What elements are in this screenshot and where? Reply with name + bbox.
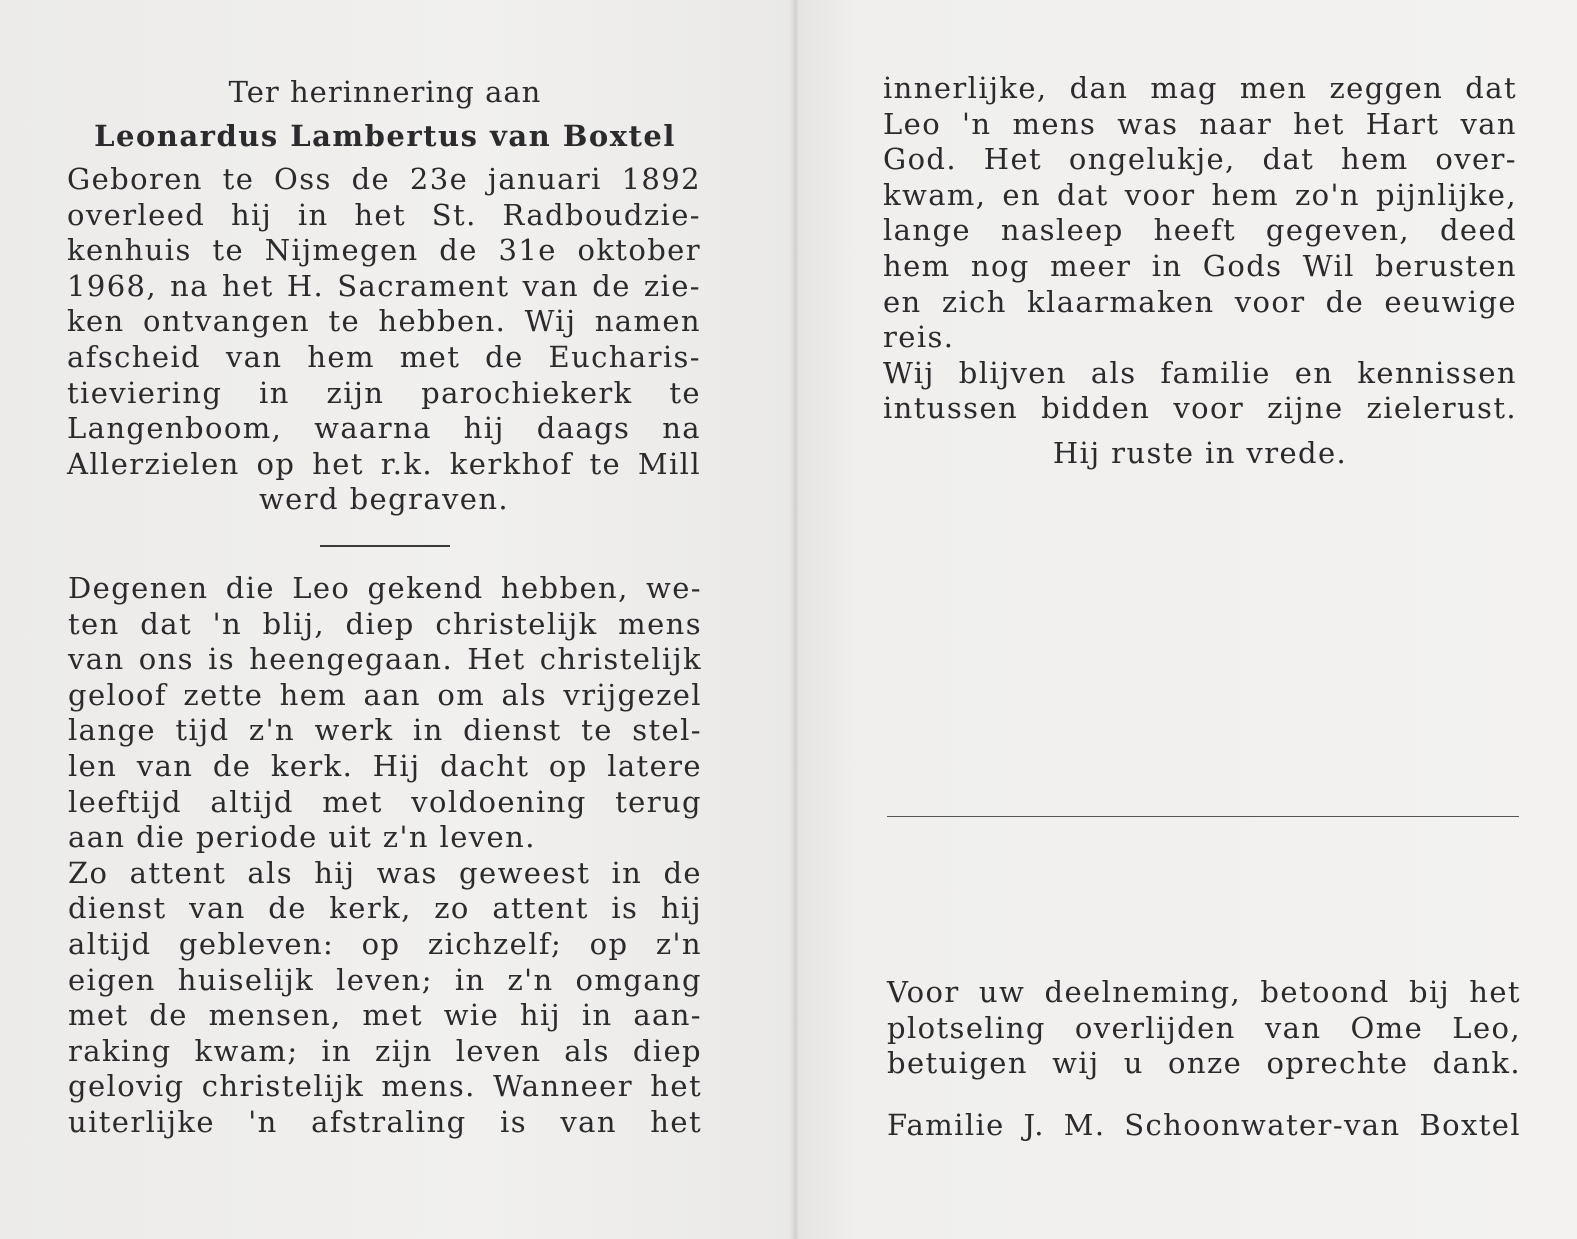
tribute-line: len van de kerk. Hij dacht op latere	[68, 748, 702, 783]
tribute-line: leeftijd altijd met voldoening terug	[68, 784, 702, 819]
tribute-line: uiterlijke 'n afstraling is van het	[68, 1104, 702, 1139]
heading: Ter herinnering aan	[228, 75, 542, 109]
tribute	[68, 571, 702, 1141]
continuation-line: kwam, en dat voor hem zo'n pijnlijke,	[883, 177, 1517, 212]
signature: Familie J. M. Schoonwater-van Boxtel	[887, 1108, 1521, 1142]
family-prayer-line: Wij blijven als familie en kennissen	[883, 355, 1517, 390]
tribute-line: Zo attent als hij was geweest in de	[68, 855, 702, 890]
closing-block	[883, 436, 1517, 472]
biography-line: overleed hij in het St. Radboudzie-	[67, 197, 701, 232]
continuation-line: lange nasleep heeft gegeven, deed	[883, 213, 1517, 248]
family-prayer-line: intussen bidden voor zijne zielerust.	[883, 391, 1517, 426]
tribute-line: lange tijd z'n werk in dienst te stel-	[68, 713, 702, 748]
biography-line: ken ontvangen te hebben. Wij namen	[67, 304, 701, 339]
biography-line: Geboren te Oss de 23e januari 1892	[67, 162, 701, 196]
continuation-line: Leo 'n mens was naar het Hart van	[883, 106, 1517, 141]
thanks-line: betuigen wij u onze oprechte dank.	[887, 1046, 1521, 1081]
tribute-line: ten dat 'n blij, diep christelijk mens	[68, 606, 702, 641]
continuation-line: innerlijke, dan mag men zeggen dat	[883, 71, 1517, 105]
biography-line: kenhuis te Nijmegen de 31e oktober	[67, 233, 701, 268]
tribute-line: raking kwam; in zijn leven als diep	[68, 1033, 702, 1068]
biography-line: 1968, na het H. Sacrament van de zie-	[67, 268, 701, 303]
continuation-line: reis.	[883, 320, 955, 355]
tribute-line: aan die periode uit z'n leven.	[68, 820, 536, 855]
card-fold	[789, 0, 799, 1239]
closing-line: Hij ruste in vrede.	[1052, 436, 1348, 470]
biography-line: Langenboom, waarna hij daags na	[67, 411, 701, 446]
deceased-name: Leonardus Lambertus van Boxtel	[94, 119, 676, 153]
tribute-line: Degenen die Leo gekend hebben, we-	[68, 571, 702, 605]
tribute-line: met de mensen, met wie hij in aan-	[68, 998, 702, 1033]
continuation-line: en zich klaarmaken voor de eeuwige	[883, 284, 1517, 319]
biography-line: Allerzielen op het r.k. kerkhof te Mill	[67, 446, 701, 481]
continuation	[883, 71, 1517, 427]
tribute-line: altijd gebleven: op zichzelf; op z'n	[68, 926, 702, 961]
biography	[67, 162, 701, 518]
thanks-line: Voor uw deelneming, betoond bij het	[887, 975, 1521, 1009]
tribute-line: gelovig christelijk mens. Wanneer het	[68, 1069, 702, 1104]
tribute-line: eigen huiselijk leven; in z'n omgang	[68, 962, 702, 997]
biography-line: tieviering in zijn parochiekerk te	[67, 375, 701, 410]
divider-rule	[320, 545, 450, 547]
biography-line: werd begraven.	[258, 482, 510, 517]
tribute-line: geloof zette hem aan om als vrijgezel	[68, 677, 702, 712]
signature-block	[887, 1108, 1521, 1144]
tribute-line: van ons is heengegaan. Het christelijk	[68, 642, 702, 677]
continuation-line: hem nog meer in Gods Wil berusten	[883, 248, 1517, 283]
thanks	[887, 975, 1521, 1082]
thanks-line: plotseling overlijden van Ome Leo,	[887, 1010, 1521, 1045]
biography-line: afscheid van hem met de Eucharis-	[67, 339, 701, 374]
separator-rule	[887, 816, 1519, 817]
tribute-line: dienst van de kerk, zo attent is hij	[68, 891, 702, 926]
continuation-line: God. Het ongelukje, dat hem over-	[883, 142, 1517, 177]
